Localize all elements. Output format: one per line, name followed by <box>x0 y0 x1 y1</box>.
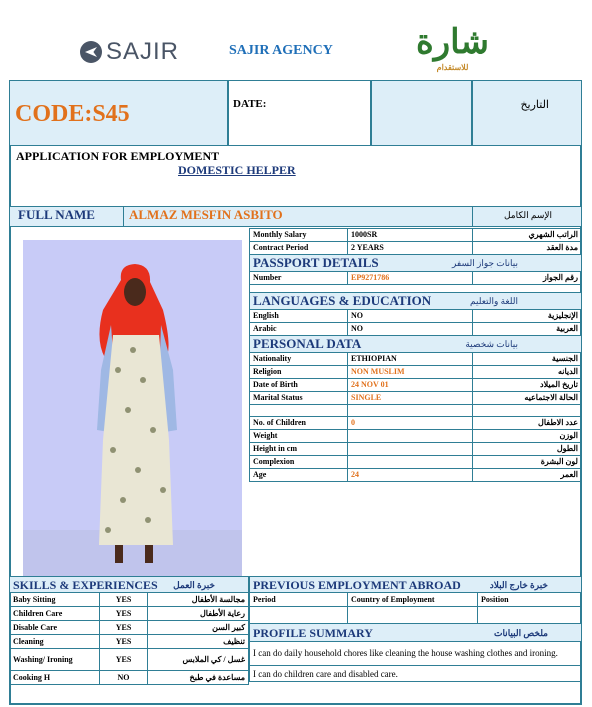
table-row: English NO الإنجليزية <box>250 310 582 323</box>
previous-employment-table <box>249 576 582 682</box>
table-row: Date of Birth 24 NOV 01 تاريخ الميلاد <box>250 379 582 392</box>
table-row: Contract Period 2 YEARS مدة العقد <box>250 242 582 255</box>
personal-section-header: PERSONAL DATA بيانات شخصية <box>250 336 582 353</box>
table-row: Cleaning YES تنظيف <box>10 635 249 649</box>
table-row: Marital Status SINGLE الحالة الاجتماعيه <box>250 392 582 405</box>
table-row: Age 24 العمر <box>250 469 582 482</box>
applicant-photo <box>23 240 242 576</box>
date-label: DATE: <box>233 98 267 110</box>
table-row: Weight الوزن <box>250 430 582 443</box>
table-row: Arabic NO العربية <box>250 323 582 336</box>
application-title: APPLICATION FOR EMPLOYMENT <box>16 149 220 163</box>
summary-line: I can do daily household chores like cleaning the house washing clothes and ironing. <box>250 642 582 666</box>
full-name-value: ALMAZ MESFIN ASBITO <box>124 206 473 227</box>
table-row: Monthly Salary 1000SR الراتب الشهري <box>250 229 582 242</box>
summary-line: I can do children care and disabled care. <box>250 666 582 682</box>
table-row <box>250 607 582 624</box>
languages-section-header: LANGUAGES & EDUCATION اللغة والتعليم <box>250 293 582 310</box>
table-row: Washing/ Ironing YES غسل / كي الملابس <box>10 649 249 671</box>
summary-section-header: PROFILE SUMMARY ملخص البيانات <box>250 624 582 642</box>
table-row: Baby Sitting YES مجالسة الأطفال <box>10 593 249 607</box>
previous-section-header: PREVIOUS EMPLOYMENT ABROAD خبرة خارج البلاد <box>250 577 582 593</box>
sajir-logo <box>80 38 179 66</box>
applicant-code: CODE:S45 <box>15 101 130 127</box>
full-name-label-ar: الإسم الكامل <box>503 210 552 220</box>
full-name-label: FULL NAME <box>9 206 124 227</box>
date-label-ar: التاريخ <box>472 80 582 146</box>
skills-section-header: SKILLS & EXPERIENCES خبرة العمل <box>10 577 249 593</box>
passport-section-header: PASSPORT DETAILS بيانات جواز السفر <box>250 255 582 272</box>
agency-name: SAJIR AGENCY <box>229 43 333 58</box>
table-row: Cooking H NO مساعدة في طبخ <box>10 671 249 685</box>
table-row: No. of Children 0 عدد الاطفال <box>250 417 582 430</box>
table-row: Number EP9271786 رقم الجواز <box>250 272 582 285</box>
plane-icon <box>80 41 102 63</box>
table-row: Disable Care YES كبير السن <box>10 621 249 635</box>
table-row: Period Country of Employment Position <box>250 593 582 607</box>
date-value <box>371 80 472 146</box>
table-row: Nationality ETHIOPIAN الجنسية <box>250 353 582 366</box>
table-row: Height in cm الطول <box>250 443 582 456</box>
position-title: DOMESTIC HELPER <box>178 163 296 177</box>
table-row <box>250 405 582 417</box>
skills-table <box>9 576 249 685</box>
table-row: Religion NON MUSLIM الديانه <box>250 366 582 379</box>
document-header <box>0 0 592 80</box>
details-table <box>249 228 582 482</box>
shara-logo: شارة للاستقدام <box>415 24 490 72</box>
date-box <box>228 80 371 146</box>
code-box <box>9 80 228 146</box>
sajir-logo-text: SAJIR <box>106 38 180 65</box>
application-header <box>9 146 582 206</box>
table-row: Complexion لون البشرة <box>250 456 582 469</box>
table-row: Children Care YES رعاية الأطفال <box>10 607 249 621</box>
